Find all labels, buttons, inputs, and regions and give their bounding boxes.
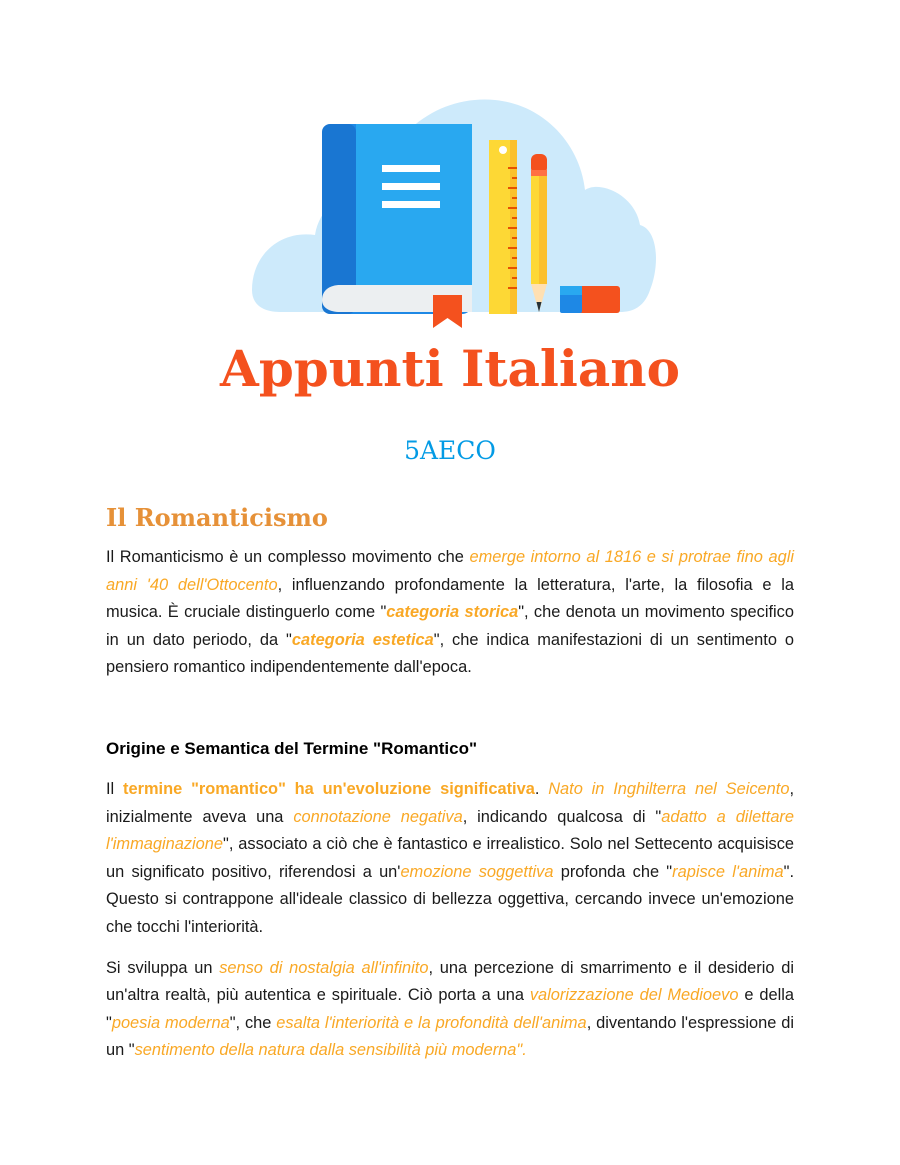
document-subtitle: 5AECO bbox=[404, 436, 496, 465]
paragraph-origine: Il termine "romantico" ha un'evoluzione significativa. Nato in Inghilterra nel Seicento, inizialmente aveva una connotazione negativa, indicando qualcosa di "adatto a dilettare l'immaginazione", associato a ciò che è fantastico e irrealistico. Solo nel Settecento acquisisce un significato positivo, riferendosi a un'emozione soggettiva profonda che "rapisce l'anima". Questo si contrappone all'ideale classico di bellezza oggettiva, cercando invece un'emozione che tocchi l'interiorità. bbox=[106, 779, 795, 936]
highlight-categoria-estetica: categoria estetica bbox=[291, 630, 434, 649]
highlight-categoria-storica: categoria storica bbox=[386, 603, 519, 622]
document-body bbox=[106, 500, 794, 1078]
header-illustration bbox=[240, 90, 660, 335]
subsection-heading: Origine e Semantica del Termine "Romantico" bbox=[106, 738, 478, 758]
ruler-icon bbox=[489, 140, 517, 314]
book-icon bbox=[322, 124, 472, 314]
document-title: Appunti Italiano bbox=[220, 339, 680, 398]
eraser-icon bbox=[560, 286, 620, 313]
highlight-termine: termine "romantico" ha un'evoluzione significativa bbox=[123, 779, 535, 798]
paragraph-nostalgia: Si sviluppa un senso di nostalgia all'infinito, una percezione di smarrimento e il desiderio di un'altra realtà, più autentica e spirituale. Ciò porta a una valorizzazione del Medioevo e della "poesia moderna", che esalta l'interiorità e la profondità dell'anima, diventando l'espressione di un "sentimento della natura dalla sensibilità più moderna". bbox=[106, 958, 794, 1060]
bookmark-icon bbox=[433, 295, 462, 328]
section-heading: Il Romanticismo bbox=[106, 503, 328, 532]
pencil-icon bbox=[531, 154, 547, 312]
paragraph-romanticismo: Il Romanticismo è un complesso movimento che emerge intorno al 1816 e si protrae fino agli anni '40 dell'Ottocento, influenzando profondamente la letteratura, l'arte, la filosofia e la musica. È cruciale distinguerlo come "categoria storica", che denota un movimento specifico in un dato periodo, da "categoria estetica", che indica manifestazioni di un sentimento o pensiero romantico indipendentemente dall'epoca. bbox=[106, 548, 795, 677]
highlight-dates: emerge intorno al 1816 e si protrae fino agli anni '40 dell'Ottocento bbox=[106, 548, 794, 594]
